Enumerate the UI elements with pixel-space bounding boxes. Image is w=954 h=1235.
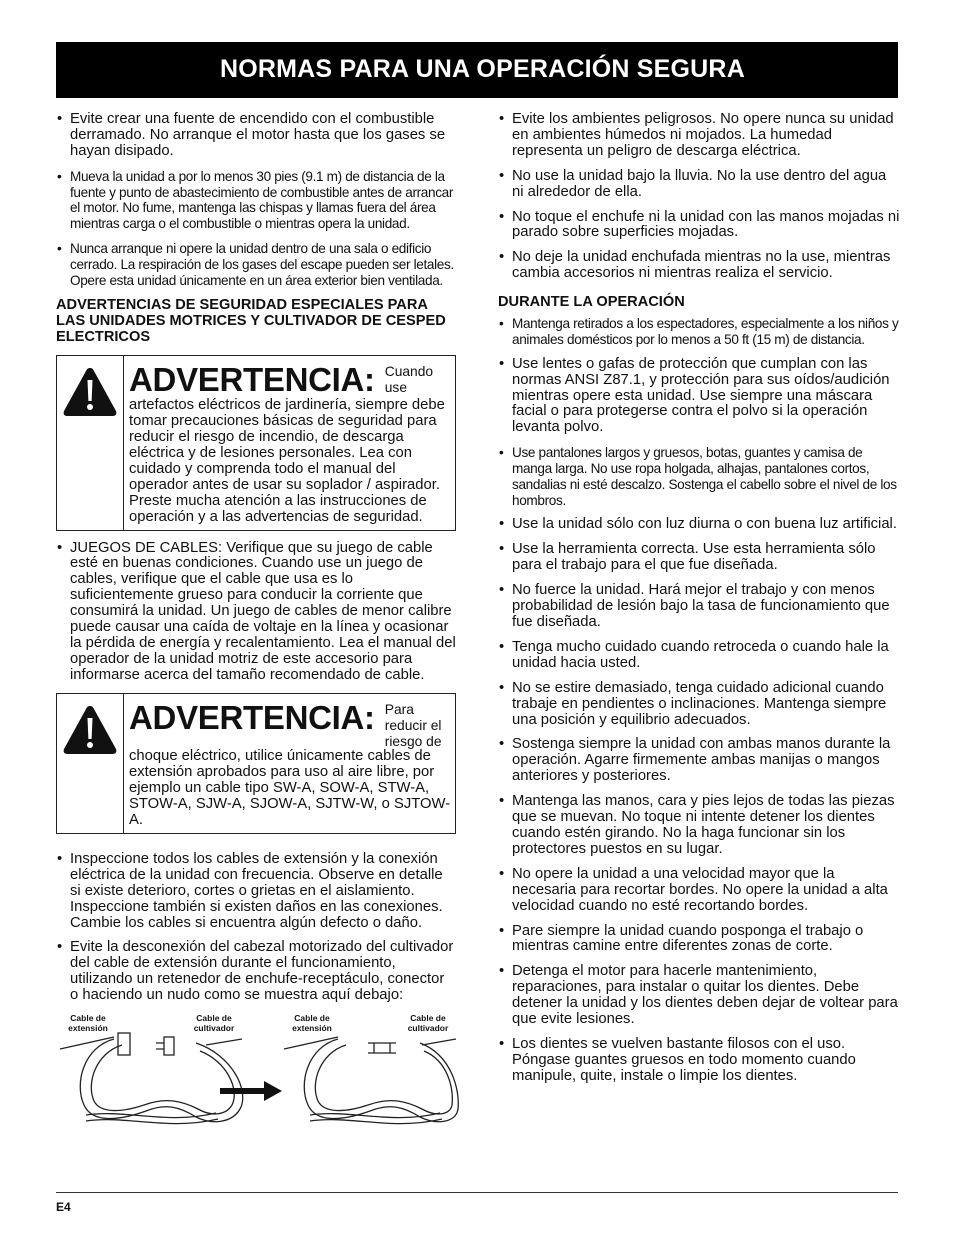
page-number: E4 [56,1200,71,1214]
left-column [56,112,456,1133]
right-column [498,112,900,1094]
list-item: • Pare siempre la unidad cuando posponga el trabajo o mientras camine entre diferentes zonas de corte. [498,924,900,956]
intro-list [56,112,456,288]
caption-cultivator-right: Cable de cultivador [407,1013,449,1034]
footer-divider [56,1192,898,1193]
list-item: • Mantenga las manos, cara y pies lejos de todas las piezas que se muevan. No toque ni intente detener los dientes cuando estén girando. No la haga funcionar sin los protectores puestos en su lugar. [498,794,900,858]
cable-knot-diagram [56,1013,460,1133]
warning-text: choque eléctrico, utilice únicamente cables de extensión aprobados para uso al aire libre, por ejemplo un cable tipo SW-A, SOW-A, STW-A, STOW-A, SJW-A, SJOW-A, SJTW-W, o SJTOW-A. [129,748,451,829]
list-item: • No se estire demasiado, tenga cuidado adicional cuando trabaje en pendientes o inclinaciones. Mantenga siempre una posición y equilibrio adecuados. [498,681,900,729]
list-item: • Use la unidad sólo con luz diurna o con buena luz artificial. [498,517,900,533]
list-item: • Use lentes o gafas de protección que cumplan con las normas ANSI Z87.1, y protección para sus oídos/audición mientras opere esta unidad. Use siempre una máscara facial o para protegerse contra el polvo si la operación levanta polvo. [498,357,900,437]
list-item: • Evite crear una fuente de encendido con el combustible derramado. No arranque el motor hasta que los gases se hayan disipado. [56,112,456,160]
warning-title: ADVERTENCIA: [129,361,375,399]
hazard-list [498,112,900,282]
list-item: • No deje la unidad enchufada mientras no la use, mientras cambia accesorios ni mientras realiza el servicio. [498,250,900,282]
list-item: • Mueva la unidad a por lo menos 30 pies (9.1 m) de distancia de la fuente y punto de abastecimiento de combustible antes de arrancar el motor. No fume, mantenga las chispas y llamas fuera del área mientras carga o el combustible o mientras opera la unidad. [56,169,456,232]
list-item: • No toque el enchufe ni la unidad con las manos mojadas ni parado sobre superficies mojadas. [498,210,900,242]
list-item: • Evite los ambientes peligrosos. No opere nunca su unidad en ambientes húmedos ni mojados. La humedad representa un peligro de descarga eléctrica. [498,112,900,160]
inspection-list [56,852,456,1004]
subheading-electric: ADVERTENCIAS DE SEGURIDAD ESPECIALES PARA LAS UNIDADES MOTRICES Y CULTIVADOR DE CESPED ELECTRICOS [56,297,446,346]
warning-box-1 [56,355,456,530]
list-item: • No fuerce la unidad. Hará mejor el trabajo y con menos probabilidad de lesión bajo la tasa de funcionamiento que fue diseñada. [498,583,900,631]
list-item: • Nunca arranque ni opere la unidad dentro de una sala o edificio cerrado. La respiración de los gases del escape pueden ser letales. Opere esta unidad únicamente en un área exterior bien ventilada. [56,241,456,288]
list-item: • Evite la desconexión del cabezal motorizado del cultivador del cable de extensión durante el funcionamiento, utilizando un retenedor de enchufe-receptáculo, conector o haciendo un nudo como se muestra aquí debajo: [56,940,456,1004]
list-item: • JUEGOS DE CABLES: Verifique que su juego de cable esté en buenas condiciones. Cuando use un juego de cables, verifique que el cable que usa es lo suficientemente grueso para conducir la corriente que consumirá la unidad. Un juego de cables de menor calibre puede causar una caída de voltaje en la línea y ocasionar la pérdida de energía y recalentamiento. Lea el manual del operador de la unidad motriz de este accesorio para informarse acerca del tamaño recomendado de cable. [56,541,456,684]
caption-extension-left: Cable de extensión [68,1013,108,1034]
list-item: • Use la herramienta correcta. Use esta herramienta sólo para el trabajo para el que fue diseñada. [498,542,900,574]
cable-illustration [56,1013,460,1133]
list-item: • Detenga el motor para hacerle mantenimiento, reparaciones, para instalar o quitar los dientes. Debe detener la unidad y los dientes deben dejar de voltear para que evite lesiones. [498,964,900,1028]
list-item: • Mantenga retirados a los espectadores, especialmente a los niños y animales domésticos por lo menos a 50 ft (15 m) de distancia. [498,316,900,348]
warning-icon-cell [57,694,124,833]
list-item: • No use la unidad bajo la lluvia. No la use dentro del agua ni alrededor de ella. [498,169,900,201]
cables-list [56,541,456,684]
list-item: • Use pantalones largos y gruesos, botas, guantes y camisa de manga larga. No use ropa holgada, alhajas, pantalones cortos, sandalias ni esté descalzo. Sostenga el cabello sobre el nivel de los hombros. [498,445,900,508]
section-header [56,42,898,98]
caption-cultivator-left: Cable de cultivador [193,1013,235,1034]
section-title: NORMAS PARA UNA OPERACIÓN SEGURA [220,55,745,83]
caption-extension-right: Cable de extensión [292,1013,332,1034]
list-item: • No opere la unidad a una velocidad mayor que la necesaria para recortar bordes. No opere la unidad a alta velocidad cuando no esté recortando bordes. [498,867,900,915]
warning-lead: Para reducir el riesgo de [384,701,442,749]
warning-text: artefactos eléctricos de jardinería, siempre debe tomar precauciones básicas de seguridad para reducir el riesgo de incendio, de descarga eléctrica y de lesiones personales. Lea con cuidado y comprenda todo el manual del operador antes de usar su soplador / aspirador. Preste mucha atención a las instrucciones de operación y a las advertencias de seguridad. [129,397,445,525]
warning-box-2 [56,693,456,834]
list-item: • Los dientes se vuelven bastante filosos con el uso. Póngase guantes gruesos en todo momento cuando manipule, quite, instale o limpie los dientes. [498,1037,900,1085]
warning-lead: Cuando use [384,364,434,396]
list-item: • Tenga mucho cuidado cuando retroceda o cuando hale la unidad hacia usted. [498,640,900,672]
warning-title: ADVERTENCIA: [129,698,375,736]
warning-icon-cell [57,356,124,529]
list-item: • Inspeccione todos los cables de extensión y la conexión eléctrica de la unidad con frecuencia. Observe en detalle si existe deterioro, cortes o grietas en el aislamiento. Inspeccione también si existen daños en las conexiones. Cambie los cables si encuentra algún defecto o daño. [56,852,456,932]
warning-triangle-icon [62,366,118,418]
subheading-operation: DURANTE LA OPERACIÓN [498,294,685,311]
warning-triangle-icon [62,704,118,756]
operation-list [498,316,900,1085]
list-item: • Sostenga siempre la unidad con ambas manos durante la operación. Agarre firmemente ambas manijas o mangos anteriores y posteriores. [498,737,900,785]
